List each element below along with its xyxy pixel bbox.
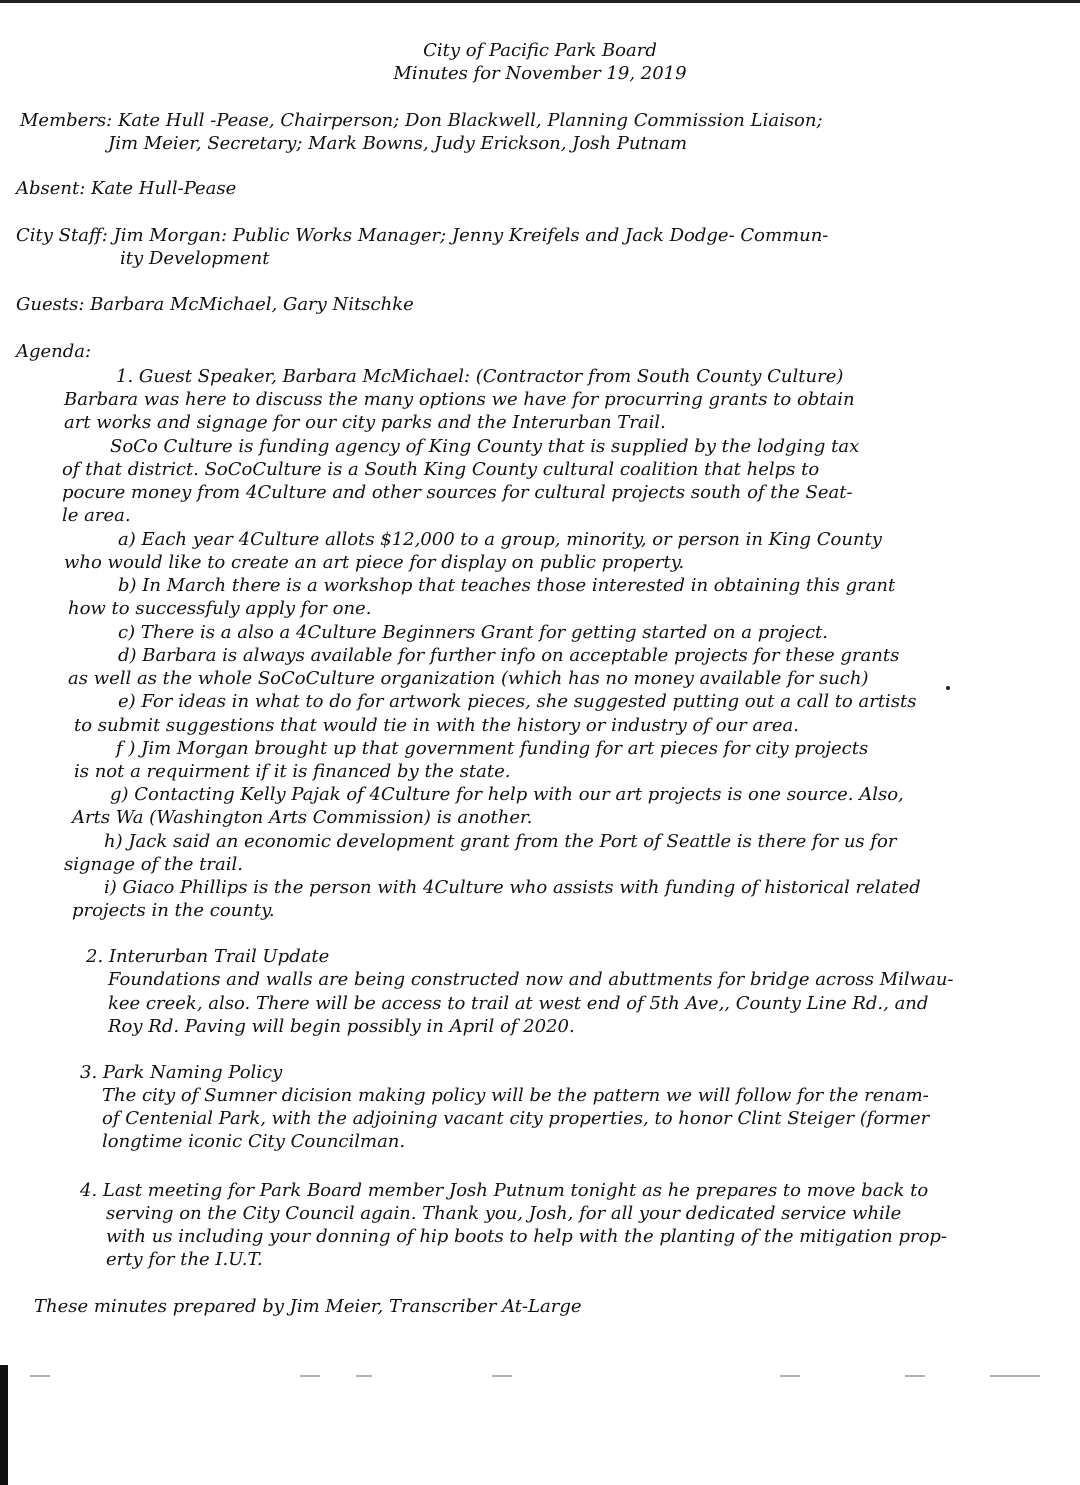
item1-line: e) For ideas in what to do for artwork pieces, she suggested putting out a call to artists	[118, 691, 917, 712]
item3-heading: 3. Park Naming Policy	[80, 1062, 283, 1083]
item1-line: signage of the trail.	[64, 854, 243, 875]
item1-line: projects in the county.	[72, 900, 275, 921]
footer-prepared-by: These minutes prepared by Jim Meier, Transcriber At-Large	[34, 1296, 582, 1317]
item3-line: The city of Sumner dicision making policy will be the pattern we will follow for the renam-	[102, 1085, 929, 1106]
item1-line: c) There is a also a 4Culture Beginners Grant for getting started on a project.	[118, 622, 828, 643]
item1-line: how to successfuly apply for one.	[68, 598, 372, 619]
item1-line: b) In March there is a workshop that teaches those interested in obtaining this grant	[118, 575, 896, 596]
item2-line: Foundations and walls are being constructed now and abuttments for bridge across Milwau-	[108, 969, 954, 990]
document-title: City of Pacific Park Board	[423, 40, 657, 61]
item1-line: of that district. SoCoCulture is a South King County cultural coalition that helps to	[62, 459, 820, 480]
absent-line: Absent: Kate Hull-Pease	[16, 178, 237, 199]
item1-line: h) Jack said an economic development grant from the Port of Seattle is there for us for	[104, 831, 897, 852]
agenda-label: Agenda:	[16, 341, 92, 362]
item1-line: Arts Wa (Washington Arts Commission) is another.	[72, 807, 533, 828]
item4-line: with us including your donning of hip boots to help with the planting of the mitigation prop-	[106, 1226, 948, 1247]
item4-line: erty for the I.U.T.	[106, 1249, 263, 1270]
item4-line: 4. Last meeting for Park Board member Josh Putnum tonight as he prepares to move back to	[80, 1180, 929, 1201]
item1-line: who would like to create an art piece for display on public property.	[64, 552, 685, 573]
scan-left-shadow	[0, 1365, 8, 1485]
item1-line: g) Contacting Kelly Pajak of 4Culture for help with our art projects is one source. Also,	[110, 784, 904, 805]
guests-line: Guests: Barbara McMichael, Gary Nitschke	[16, 294, 414, 315]
item2-line: kee creek, also. There will be access to trail at west end of 5th Ave,, County Line Rd., and	[108, 993, 929, 1014]
item1-line: 1. Guest Speaker, Barbara McMichael: (Contractor from South County Culture)	[116, 366, 844, 387]
item2-line: Roy Rd. Paving will begin possibly in April of 2020.	[108, 1016, 575, 1037]
item1-line: as well as the whole SoCoCulture organization (which has no money available for such)	[68, 668, 869, 689]
item1-line: i) Giaco Phillips is the person with 4Culture who assists with funding of historical related	[104, 877, 921, 898]
item1-line: le area.	[62, 505, 131, 526]
item1-line: SoCo Culture is funding agency of King County that is supplied by the lodging tax	[110, 436, 860, 457]
document-subtitle: Minutes for November 19, 2019	[393, 63, 687, 84]
item4-line: serving on the City Council again. Thank you, Josh, for all your dedicated service while	[106, 1203, 902, 1224]
staff-line-2: ity Development	[120, 248, 270, 269]
scan-speck	[946, 686, 950, 690]
item3-line: of Centenial Park, with the adjoining vacant city properties, to honor Clint Steiger (former	[102, 1108, 930, 1129]
members-line-2: Jim Meier, Secretary; Mark Bowns, Judy Erickson, Josh Putnam	[108, 133, 688, 154]
staff-line-1: City Staff: Jim Morgan: Public Works Manager; Jenny Kreifels and Jack Dodge- Commun-	[16, 225, 829, 246]
item1-line: f ) Jim Morgan brought up that government funding for art pieces for city projects	[116, 738, 869, 759]
item1-line: is not a requirment if it is financed by the state.	[74, 761, 511, 782]
item1-line: art works and signage for our city parks and the Interurban Trail.	[64, 412, 666, 433]
item1-line: Barbara was here to discuss the many options we have for procurring grants to obtain	[64, 389, 855, 410]
item1-line: to submit suggestions that would tie in with the history or industry of our area.	[74, 715, 799, 736]
item1-line: pocure money from 4Culture and other sources for cultural projects south of the Seat-	[62, 482, 853, 503]
members-line-1: Members: Kate Hull -Pease, Chairperson; Don Blackwell, Planning Commission Liaison;	[20, 110, 823, 131]
item1-line: a) Each year 4Culture allots $12,000 to a group, minority, or person in King County	[118, 529, 882, 550]
scan-edge-marks	[0, 1370, 1080, 1382]
item1-line: d) Barbara is always available for further info on acceptable projects for these grants	[118, 645, 900, 666]
item2-heading: 2. Interurban Trail Update	[86, 946, 330, 967]
item3-line: longtime iconic City Councilman.	[102, 1131, 406, 1152]
